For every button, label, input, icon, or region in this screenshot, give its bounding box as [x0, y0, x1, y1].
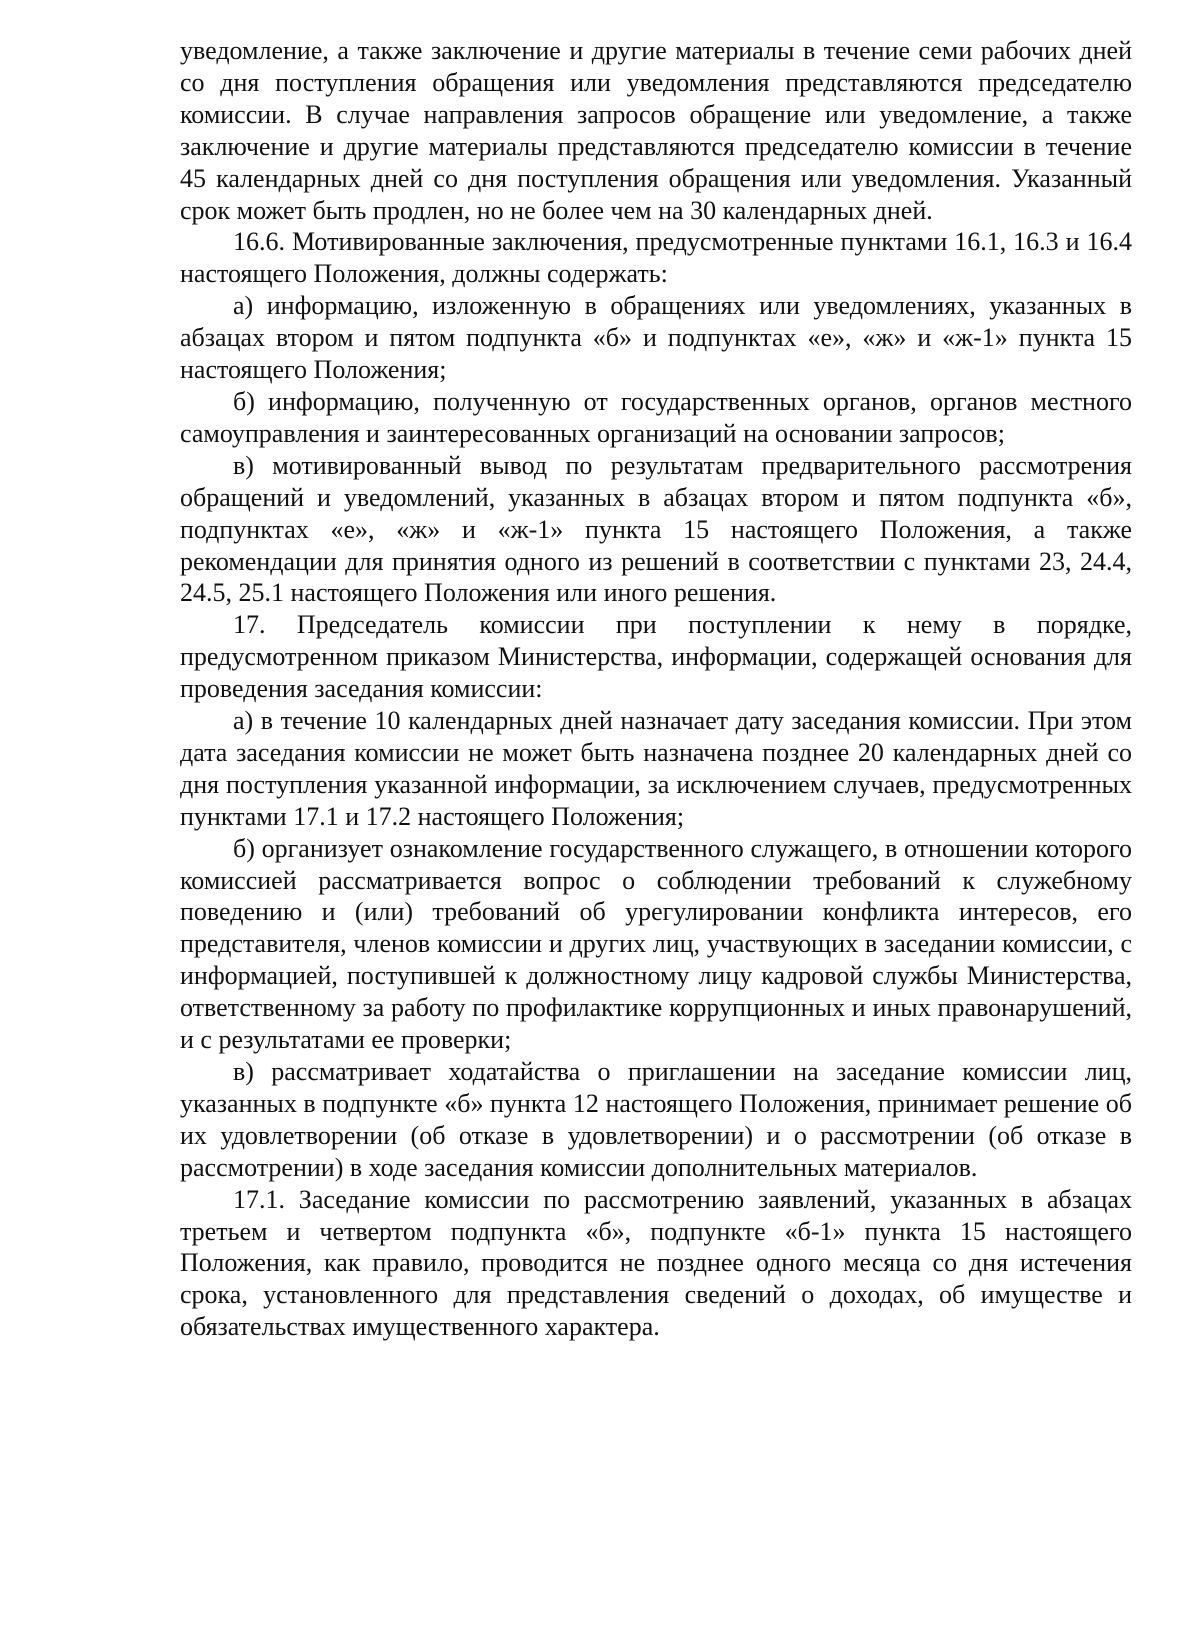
paragraph-continuation: уведомление, а также заключение и другие материалы в течение семи рабочих дней со дня поступления обращения или уведомления представляются председателю комиссии. В случае направления запросов обращение или уведомление, а также заключение и другие материалы представляются председателю комиссии в течение 45 календарных дней со дня поступления обращения или уведомления. Указанный срок может быть продлен, но не более чем на 30 календарных дней.	[180, 36, 1132, 225]
paragraph-16-6-a: а) информацию, изложенную в обращениях или уведомлениях, указанных в абзацах втором и пятом подпункта «б» и подпунктах «е», «ж» и «ж-1» пункта 15 настоящего Положения;	[180, 291, 1132, 385]
paragraph-16-6-b: б) информацию, полученную от государственных органов, органов местного самоуправления и заинтересованных организаций на основании запросов;	[180, 386, 1132, 448]
paragraph-17-v: в) рассматривает ходатайства о приглашении на заседание комиссии лиц, указанных в подпункте «б» пункта 12 настоящего Положения, принимает решение об их удовлетворении (об отказе в удовлетворении) и о рассмотрении (об отказе в рассмотрении) в ходе заседания комиссии дополнительных материалов.	[180, 1057, 1132, 1182]
document-body	[180, 35, 1132, 1343]
paragraph-17-1: 17.1. Заседание комиссии по рассмотрению заявлений, указанных в абзацах третьем и четвертом подпункта «б», подпункте «б-1» пункта 15 настоящего Положения, как правило, проводится не позднее одного месяца со дня истечения срока, установленного для представления сведений о доходах, об имуществе и обязательствах имущественного характера.	[180, 1184, 1132, 1342]
paragraph-17-a: а) в течение 10 календарных дней назначает дату заседания комиссии. При этом дата заседания комиссии не может быть назначена позднее 20 календарных дней со дня поступления указанной информации, за исключением случаев, предусмотренных пунктами 17.1 и 17.2 настоящего Положения;	[180, 706, 1132, 831]
paragraph-16-6: 16.6. Мотивированные заключения, предусмотренные пунктами 16.1, 16.3 и 16.4 настоящего Положения, должны содержать:	[180, 227, 1132, 289]
paragraph-17: 17. Председатель комиссии при поступлении к нему в порядке, предусмотренном приказом Министерства, информации, содержащей основания для проведения заседания комиссии:	[180, 610, 1132, 704]
paragraph-16-6-v: в) мотивированный вывод по результатам предварительного рассмотрения обращений и уведомлений, указанных в абзацах втором и пятом подпункта «б», подпунктах «е», «ж» и «ж-1» пункта 15 настоящего Положения, а также рекомендации для принятия одного из решений в соответствии с пунктами 23, 24.4, 24.5, 25.1 настоящего Положения или иного решения.	[180, 450, 1132, 608]
paragraph-17-b: б) организует ознакомление государственного служащего, в отношении которого комиссией рассматривается вопрос о соблюдении требований к служебному поведению и (или) требований об урегулировании конфликта интересов, его представителя, членов комиссии и других лиц, участвующих в заседании комиссии, с информацией, поступившей к должностному лицу кадровой службы Министерства, ответственному за работу по профилактике коррупционных и иных правонарушений, и с результатами ее проверки;	[180, 833, 1132, 1055]
